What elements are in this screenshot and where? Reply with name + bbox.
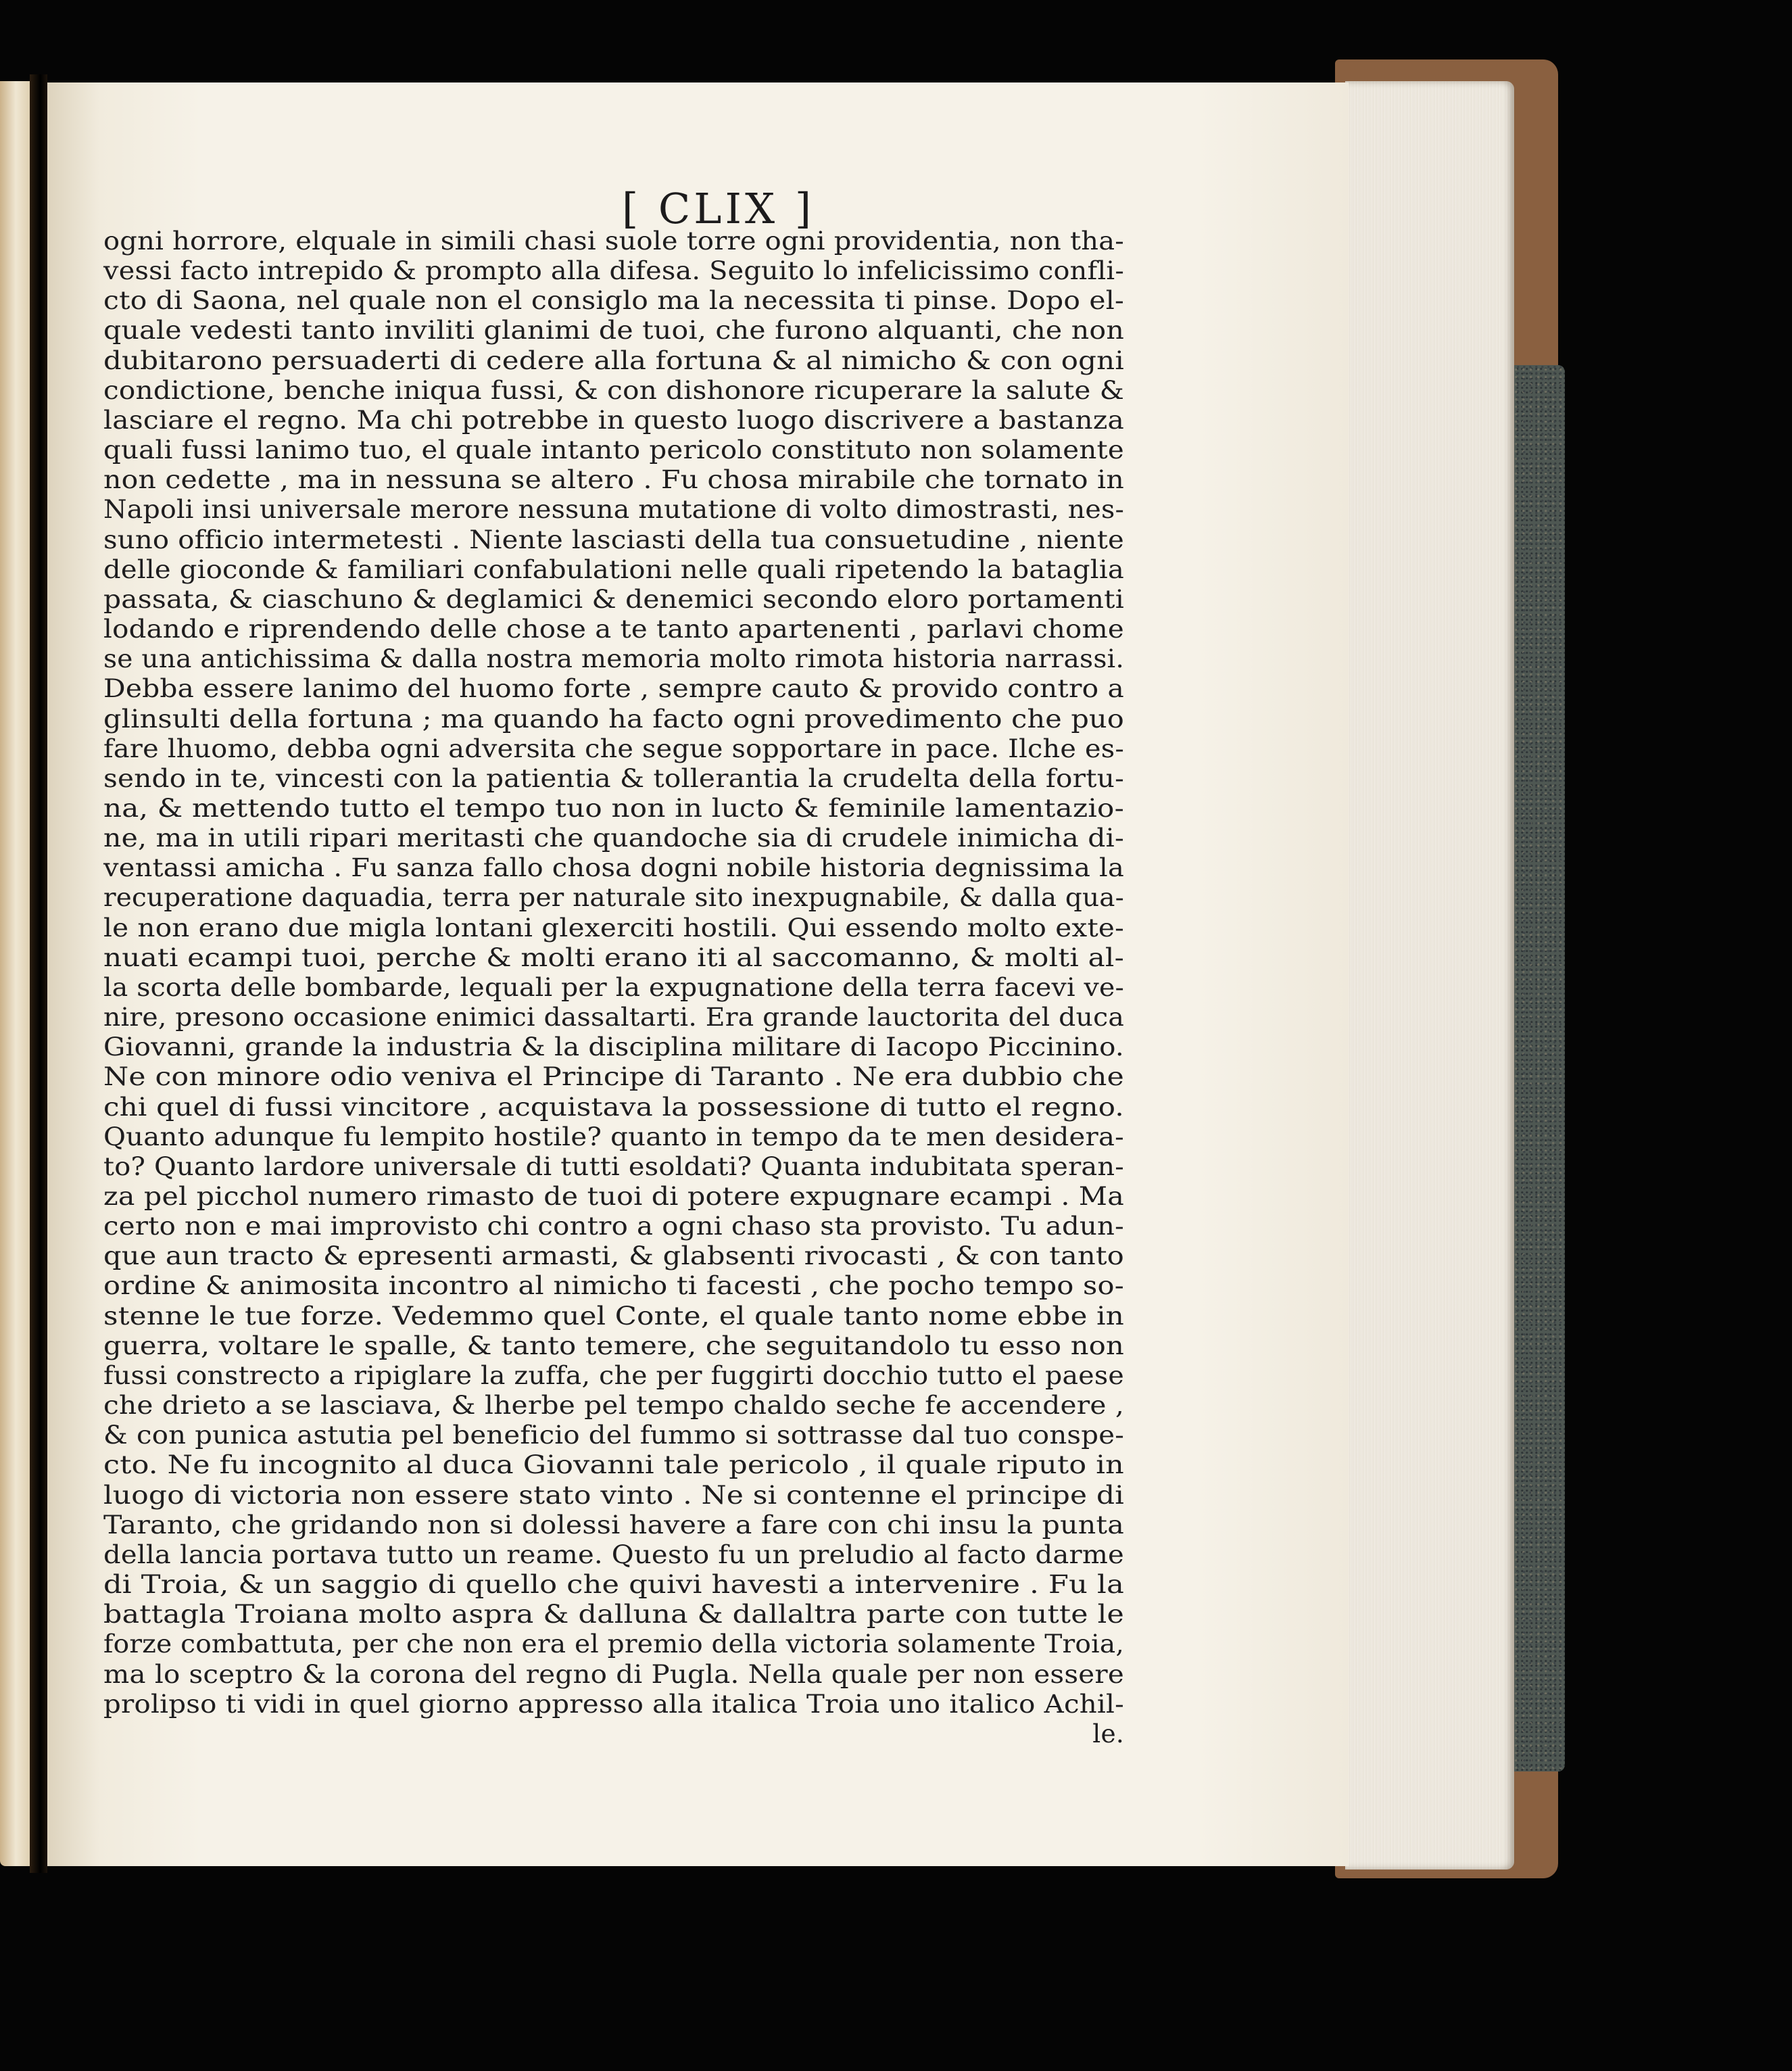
text-line: nuati ecampi tuoi, perche & molti erano iti al saccomanno, & molti al- — [103, 942, 1124, 972]
text-line: cto di Saona, nel quale non el consiglo ma la necessita ti pinse. Dopo el- — [103, 285, 1124, 316]
text-line: di Troia, & un saggio di quello che quivi havesti a intervenire . Fu la — [103, 1569, 1124, 1600]
text-line: nire, presono occasione enimici dassaltarti. Era grande lauctorita del duca — [103, 1002, 1124, 1032]
text-line: se una antichissima & dalla nostra memoria molto rimota historia narrassi. — [103, 644, 1124, 674]
text-line: luogo di victoria non essere stato vinto . Ne si contenne el principe di — [103, 1479, 1124, 1510]
text-line: que aun tracto & epresenti armasti, & glabsenti rivocasti , & con tanto — [103, 1241, 1124, 1271]
text-line: delle gioconde & familiari confabulationi nelle quali ripetendo la bataglia — [103, 554, 1124, 584]
text-line: stenne le tue forze. Vedemmo quel Conte, el quale tanto nome ebbe in — [103, 1300, 1124, 1331]
text-line: cto. Ne fu incognito al duca Giovanni tale pericolo , il quale riputo in — [103, 1450, 1124, 1480]
text-line: passata, & ciaschuno & deglamici & denemici secondo eloro portamenti — [103, 584, 1124, 614]
text-line: prolipso ti vidi in quel giorno appresso alla italica Troia uno italico Achil- — [103, 1688, 1125, 1719]
text-line: Taranto, che gridando non si dolessi havere a fare con chi insu la punta — [103, 1509, 1124, 1540]
text-line: recuperatione daquadia, terra per naturale sito inexpugnabile, & dalla qua- — [103, 882, 1125, 913]
text-line: guerra, voltare le spalle, & tanto temere, che seguitandolo tu esso non — [103, 1330, 1124, 1360]
text-line: della lancia portava tutto un reame. Questo fu un preludio al facto darme — [103, 1539, 1124, 1569]
text-line: vessi facto intrepido & prompto alla difesa. Seguito lo infelicissimo confli- — [103, 256, 1124, 286]
text-line: quali fussi lanimo tuo, el quale intanto pericolo constituto non solamente — [103, 435, 1124, 465]
text-line: Debba essere lanimo del huomo forte , sempre cauto & provido contro a — [103, 673, 1124, 704]
text-line: & con punica astutia pel beneficio del fummo si sottrasse dal tuo conspe- — [103, 1420, 1124, 1450]
right-page — [47, 82, 1349, 1866]
text-line: ordine & animosita incontro al nimicho ti facesti , che pocho tempo so- — [103, 1270, 1124, 1301]
text-line: quale vedesti tanto inviliti glanimi de tuoi, che furono alquanti, che non — [103, 315, 1124, 346]
text-line: le non erano due migla lontani glexerciti hostili. Qui essendo molto exte- — [103, 912, 1124, 943]
text-line: sendo in te, vincesti con la patientia & tollerantia la crudelta della fortu- — [103, 763, 1124, 793]
text-line: ogni horrore, elquale in simili chasi suole torre ogni providentia, non tha- — [103, 226, 1124, 256]
text-line: ventassi amicha . Fu sanza fallo chosa dogni nobile historia degnissima la — [103, 853, 1124, 883]
text-line: Quanto adunque fu lempito hostile? quanto in tempo da te men desidera- — [103, 1121, 1124, 1151]
text-line: za pel picchol numero rimasto de tuoi di potere expugnare ecampi . Ma — [103, 1181, 1124, 1211]
text-line: la scorta delle bombarde, lequali per la expugnatione della terra facevi ve- — [103, 972, 1124, 1002]
text-line: fare lhuomo, debba ogni adversita che segue sopportare in pace. Ilche es- — [103, 733, 1124, 763]
text-line: Ne con minore odio veniva el Principe di Taranto . Ne era dubbio che — [103, 1062, 1124, 1092]
text-line: suno officio intermetesti . Niente lasciasti della tua consuetudine , niente — [103, 524, 1124, 554]
text-line: Napoli insi universale merore nessuna mutatione di volto dimostrasti, nes- — [103, 494, 1124, 525]
book-gutter — [30, 74, 47, 1873]
text-line: na, & mettendo tutto el tempo tuo non in lucto & feminile lamentazio- — [103, 792, 1124, 823]
text-line: lasciare el regno. Ma chi potrebbe in questo luogo discrivere a bastanza — [103, 404, 1124, 435]
text-line: Giovanni, grande la industria & la disciplina militare di Iacopo Piccinino. — [103, 1032, 1124, 1062]
text-line: forze combattuta, per che non era el premio della victoria solamente Troia, — [103, 1629, 1125, 1659]
text-line: dubitarono persuaderti di cedere alla fortuna & al nimicho & con ogni — [103, 345, 1124, 375]
text-line: ne, ma in utili ripari meritasti che quandoche sia di crudele inimicha di- — [103, 823, 1124, 853]
page-block-edge — [1345, 81, 1514, 1870]
text-line: le. — [1092, 1718, 1124, 1748]
page-number-header: [ CLIX ] — [621, 184, 815, 233]
text-line: chi quel di fussi vincitore , acquistava la possessione di tutto el regno. — [103, 1091, 1124, 1122]
text-line: battagla Troiana molto aspra & dalluna & dallaltra parte con tutte le — [103, 1599, 1124, 1629]
text-line: fussi constrecto a ripiglare la zuffa, che per fuggirti docchio tutto el paese — [103, 1360, 1124, 1390]
text-line: non cedette , ma in nessuna se altero . Fu chosa mirabile che tornato in — [103, 465, 1125, 495]
text-line: condictione, benche iniqua fussi, & con dishonore ricuperare la salute & — [103, 375, 1125, 405]
page-body-text — [103, 226, 1124, 1748]
marbled-cover-edge — [1511, 365, 1565, 1771]
text-line: che drieto a se lasciava, & lherbe pel tempo chaldo seche fe accendere , — [103, 1390, 1124, 1421]
text-line: ma lo sceptro & la corona del regno di Pugla. Nella quale per non essere — [103, 1659, 1124, 1689]
text-line: lodando e riprendendo delle chose a te tanto apartenenti , parlavi chome — [103, 614, 1124, 644]
text-line: certo non e mai improvisto chi contro a ogni chaso sta provisto. Tu adun- — [103, 1211, 1124, 1241]
text-line: to? Quanto lardore universale di tutti esoldati? Quanta indubitata speran- — [103, 1151, 1124, 1181]
text-line: glinsulti della fortuna ; ma quando ha facto ogni provedimento che puo — [103, 703, 1125, 734]
